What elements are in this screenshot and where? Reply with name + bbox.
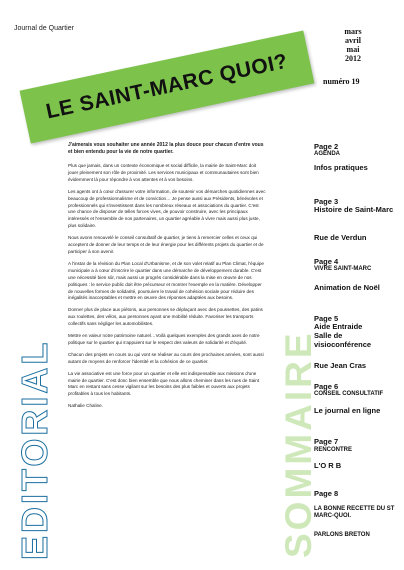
toc-section-label: VIVRE SAINT-MARC: [314, 266, 372, 272]
editorial-paragraph: Nous avons renouvelé le conseil consultatif de quartier, je tiens à remercier celles et ceux qui acceptent de donner de leur temps et de leur énergie pour les différents projets du quartier et de participer à son avenir.: [68, 235, 264, 254]
toc-page-number: Page 5: [314, 314, 339, 323]
title-banner: [20, 30, 315, 143]
toc-page-number: Page 4: [314, 257, 339, 266]
newsletter-title: LE SAINT-MARC QUOI?: [44, 49, 290, 124]
toc-entry: Le journal en ligne: [314, 406, 381, 415]
editorial-paragraph: A l'instar de la révision du Plan Local d'Urbanisme, et de son volet relatif au Plan Climat, l'équipe municipale a à cœur d'inscrire le quartier dans une démarche de développement durable. C'est une nécessité bien sûr, mais aussi un progrès considérable dans la mise en œuvre de nos politiques : le service public doit être précurseur et montrer l'exemple en la matière. Développer de nouvelles formes de solidarité, poursuivre le travail de cohésion sociale pour réduire des inégalités inacceptables et mettre en œuvre des réponses adaptées aux besoins.: [68, 260, 264, 301]
toc-entry: Animation de Noël: [314, 283, 380, 292]
issue-month-2: avril: [345, 36, 361, 45]
toc-entry: Rue de Verdun: [314, 233, 367, 242]
toc-entry: Histoire de Saint-Marc: [314, 205, 394, 214]
toc-page-number: Page 6: [314, 382, 339, 391]
editorial-paragraph: Les agents ont à cœur d'assurer votre information, de soutenir vos démarches quotidiennes avec beaucoup de professionnalisme et de conviction… Je pense aussi aux Présidents, bénévoles et professionnels qui s'investissent dans les nombreux réseaux et associations du quartier. C'est une chance de disposer de telles forces vives, de pouvoir construire, avec les principaux intéressés et l'ensemble de nos partenaires, un quartier agréable à vivre mais aussi plus juste, plus solidaire.: [68, 188, 266, 229]
issue-year: 2012: [345, 54, 361, 63]
toc-page-number: Page 8: [314, 489, 339, 498]
toc-page-number: Page 3: [314, 197, 339, 206]
issue-month-3: mai: [346, 45, 360, 54]
issue-number: numéro 19: [323, 77, 360, 86]
toc-entry: Salle de visioconférence: [314, 331, 372, 349]
issue-dates: [330, 27, 376, 63]
toc-entry: Rue Jean Cras: [314, 361, 367, 370]
editorial-column: [68, 142, 266, 415]
editorial-paragraph: La vie associative est une force pour un quartier et elle est indispensable aux missions d'une mairie de quartier. C'est donc bien ensemble que nous allons cheminer dans les rues de Saint Marc en restant sans cesse vigilant sur les besoins des plus faibles et ouverts aux projets profitables à tous les habitants.: [68, 370, 260, 397]
toc-page-number: Page 7: [314, 437, 339, 446]
toc-section-label: PARLONS BRETON: [314, 532, 370, 538]
editorial-intro: J'aimerais vous souhaiter une année 2012 la plus douce pour chacun d'entre vous et bien entendu pour la vie de notre quartier.: [68, 142, 264, 155]
toc-section-label: AGENDA: [314, 151, 341, 157]
issue-month-1: mars: [344, 27, 362, 36]
editorial-paragraph: Mettre en valeur notre patrimoine naturel…Voilà quelques exemples des grands axes de notre politique sur le quartier qui s'appuient sur le respect des valeurs de solidarité et d'équité.: [68, 333, 260, 345]
editorial-signature: Nathalie Chaline.: [68, 403, 103, 409]
journal-label: Journal de Quartier: [14, 25, 74, 32]
toc-page-number: Page 2: [314, 142, 339, 151]
toc-entry: Infos pratiques: [314, 163, 368, 172]
toc-section-label: CONSEIL CONSULTATIF: [314, 391, 384, 397]
editorial-paragraph: Plus que jamais, dans un contexte économique et social difficile, la mairie de Saint-Marc doit jouer pleinement son rôle de proximité. Les services municipaux et communautaires sont bien évidemment là pour répondre à vos attentes et à vos besoins.: [68, 163, 259, 182]
toc-entry: Aide Entraide: [314, 322, 363, 331]
toc-section-label: LA BONNE RECETTE DU ST MARC-QUOI.: [314, 506, 395, 519]
toc-entry: L'O R B: [314, 461, 342, 470]
editorial-vertical-title: EDITORIAL: [14, 339, 55, 560]
editorial-paragraph: Donner plus de place aux piétons, aux personnes se déplaçant avec des poussettes, des patins aux roulettes, des vélos, aux personnes ayant une mobilité réduite. Favoriser les transports collectifs sans négliger les automobilistes.: [68, 307, 263, 327]
editorial-paragraph: Chacun des projets en cours ou qui vont se réaliser au cours des prochaines années, sont aussi autant de moyens de renforcer l'identité et la cohésion de ce quartier.: [68, 351, 264, 364]
sommaire-vertical-title: SOMMAIRE: [278, 330, 319, 558]
toc-section-label: RENCONTRE: [314, 447, 353, 453]
